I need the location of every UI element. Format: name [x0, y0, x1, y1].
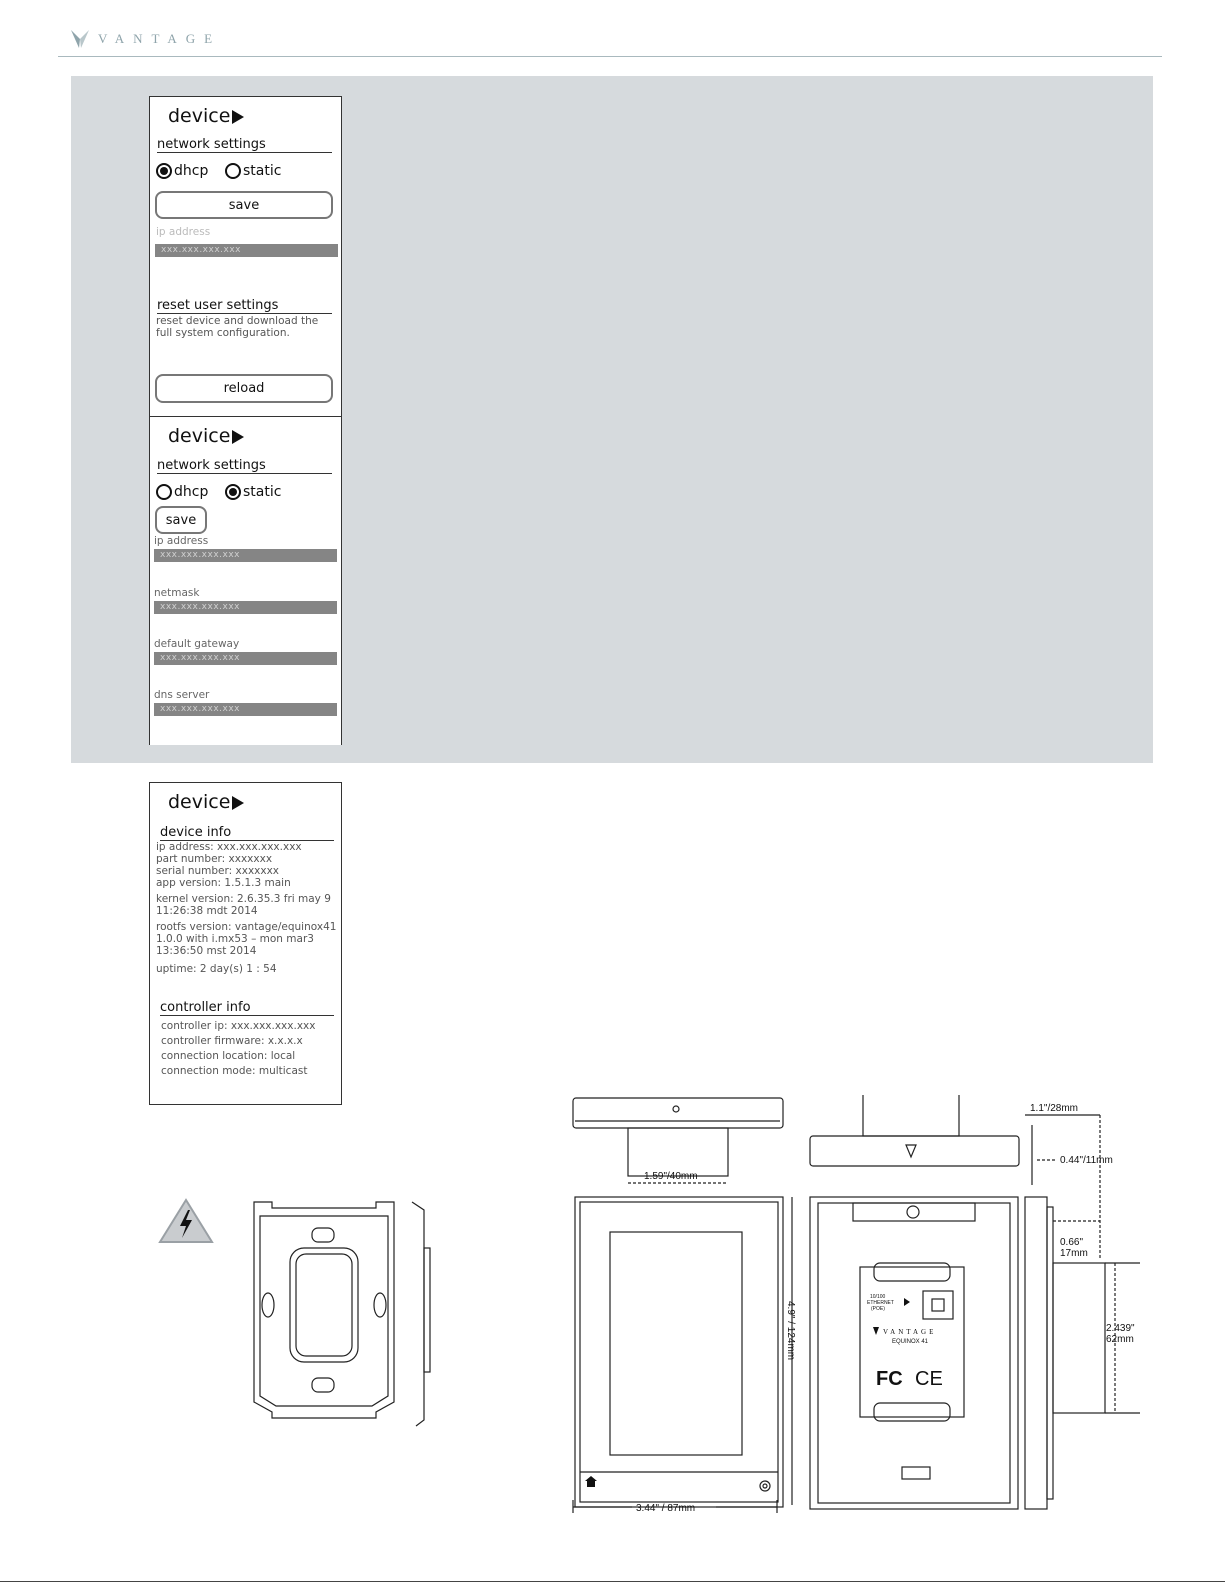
- info-app-version: app version: 1.5.1.3 main: [156, 877, 291, 889]
- radio-static[interactable]: [225, 163, 281, 179]
- netmask-label: netmask: [154, 587, 200, 599]
- reset-description-line-1: reset device and download the: [156, 315, 319, 327]
- info-kernel-version: kernel version: 2.6.35.3 fri may 9: [156, 893, 331, 905]
- device-screen-static: [149, 416, 342, 745]
- reset-user-settings-heading: reset user settings: [157, 299, 332, 314]
- save-button[interactable]: save: [155, 191, 333, 219]
- dim-depth-label: 1.59"/40mm: [644, 1171, 698, 1182]
- port-label-1: 10/100: [870, 1294, 886, 1300]
- equinox-dimension-drawing: [570, 1095, 1150, 1525]
- screen-title-text: device: [168, 425, 231, 447]
- play-arrow-icon: [232, 796, 244, 810]
- radio-static-label: static: [243, 163, 282, 179]
- radio-selected-icon: [156, 163, 172, 179]
- device-screen-info: [149, 782, 342, 1105]
- info-rootfs-version: rootfs version: vantage/equinox41: [156, 921, 337, 933]
- dim-height-label: 4.9" / 124mm: [785, 1301, 796, 1361]
- info-controller-ip: controller ip: xxx.xxx.xxx.xxx: [161, 1020, 316, 1032]
- reset-description-line-2: full system configuration.: [156, 327, 290, 339]
- controller-info-list: [161, 1019, 315, 1079]
- back-brand-label: VANTAGE: [883, 1328, 937, 1336]
- info-kernel-version-date: 11:26:38 mdt 2014: [156, 905, 258, 917]
- radio-dhcp-label: dhcp: [174, 484, 209, 500]
- play-arrow-icon: [232, 430, 244, 444]
- dim-side-b-label-2: 17mm: [1060, 1248, 1088, 1259]
- port-label-3: (POE): [871, 1306, 885, 1312]
- info-uptime: uptime: 2 day(s) 1 : 54: [156, 963, 277, 975]
- dns-server-label: dns server: [154, 689, 210, 701]
- device-info-list: [156, 841, 342, 975]
- brand-name: VANTAGE: [98, 31, 222, 46]
- info-connection-location: connection location: local: [161, 1050, 296, 1062]
- info-rootfs-version-date: 13:36:50 mst 2014: [156, 945, 257, 957]
- network-settings-heading: network settings: [157, 459, 332, 474]
- ip-address-field[interactable]: xxx.xxx.xxx.xxx: [154, 549, 337, 562]
- info-connection-mode: connection mode: multicast: [161, 1065, 308, 1077]
- ip-address-label: ip address: [156, 226, 211, 238]
- info-ip-address: ip address: xxx.xxx.xxx.xxx: [156, 841, 302, 853]
- high-voltage-warning-icon: [158, 1198, 214, 1246]
- screen-title: [168, 791, 244, 813]
- default-gateway-label: default gateway: [154, 638, 240, 650]
- fcc-mark: FC: [876, 1368, 903, 1390]
- back-model-label: EQUINOX 41: [892, 1339, 929, 1345]
- brand-header: [70, 28, 221, 50]
- dim-side-b-label-1: 0.66": [1060, 1237, 1084, 1248]
- info-controller-firmware: controller firmware: x.x.x.x: [161, 1035, 303, 1047]
- port-label-2: ETHERNET: [867, 1300, 894, 1306]
- radio-unselected-icon: [156, 484, 172, 500]
- header-rule: [58, 56, 1162, 57]
- dim-box-label-1: 2.439": [1106, 1323, 1135, 1334]
- screen-title: [168, 425, 244, 447]
- vantage-mark-icon: [873, 1327, 879, 1335]
- device-screen-dhcp: [149, 96, 342, 417]
- dim-width-label: 3.44" / 87mm: [636, 1503, 696, 1514]
- vantage-logo-icon: [70, 28, 90, 50]
- radio-dhcp[interactable]: [156, 163, 208, 179]
- radio-dhcp-label: dhcp: [174, 163, 209, 179]
- dim-side-total-label: 1.1"/28mm: [1030, 1103, 1079, 1114]
- radio-dhcp[interactable]: [156, 484, 208, 500]
- network-settings-heading: network settings: [157, 138, 332, 153]
- dim-box-label-2: 62mm: [1106, 1334, 1134, 1345]
- save-button[interactable]: save: [155, 506, 207, 534]
- radio-unselected-icon: [225, 163, 241, 179]
- ip-address-field[interactable]: xxx.xxx.xxx.xxx: [155, 244, 338, 257]
- reset-description: [156, 315, 318, 339]
- netmask-field[interactable]: xxx.xxx.xxx.xxx: [154, 601, 337, 614]
- default-gateway-field[interactable]: xxx.xxx.xxx.xxx: [154, 652, 337, 665]
- ce-mark: CE: [915, 1368, 943, 1390]
- footer-rule: [0, 1581, 1225, 1582]
- screen-title: [168, 105, 244, 127]
- controller-info-heading: controller info: [160, 1001, 334, 1016]
- screen-title-text: device: [168, 791, 231, 813]
- radio-static-label: static: [243, 484, 282, 500]
- ip-address-label: ip address: [154, 535, 209, 547]
- dns-server-field[interactable]: xxx.xxx.xxx.xxx: [154, 703, 337, 716]
- play-arrow-icon: [232, 110, 244, 124]
- device-info-heading: device info: [160, 826, 334, 841]
- wall-bracket-drawing: [248, 1200, 438, 1430]
- radio-selected-icon: [225, 484, 241, 500]
- screen-title-text: device: [168, 105, 231, 127]
- info-rootfs-version-2: 1.0.0 with i.mx53 – mon mar3: [156, 933, 314, 945]
- reload-button[interactable]: reload: [155, 374, 333, 403]
- dim-side-a-label: 0.44"/11mm: [1060, 1155, 1113, 1166]
- info-part-number: part number: xxxxxxx: [156, 853, 273, 865]
- radio-static[interactable]: [225, 484, 281, 500]
- info-serial-number: serial number: xxxxxxx: [156, 865, 280, 877]
